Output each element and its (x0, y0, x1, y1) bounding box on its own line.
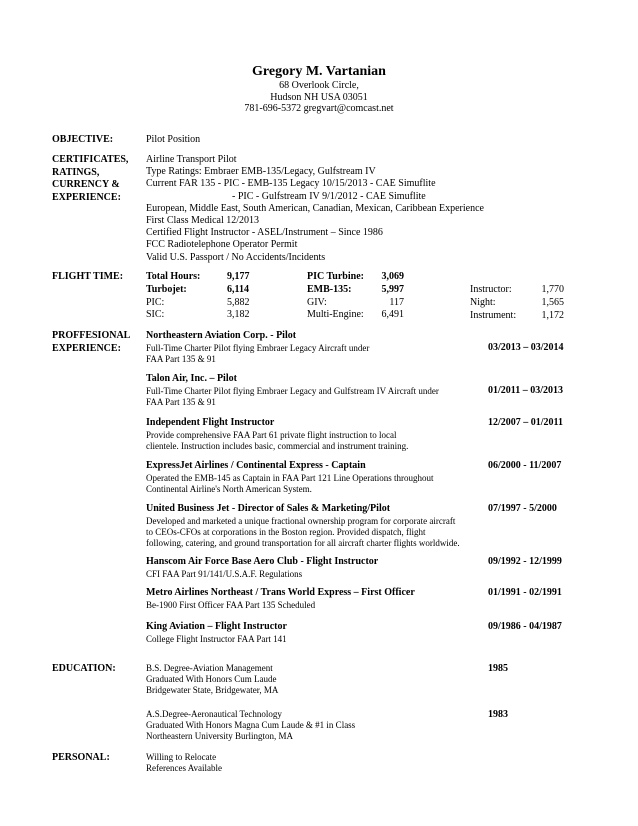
job-title: King Aviation – Flight Instructor (146, 621, 287, 632)
job-description-line: CFI FAA Part 91/141/U.S.A.F. Regulations (146, 569, 303, 579)
job-description-line: to CEOs-CFOs at corporations in the Boston region. Provided dispatch, flight (146, 527, 426, 537)
personal-item: Willing to Relocate (146, 752, 217, 762)
address-line-2: Hudson NH USA 03051 (270, 92, 368, 103)
personal-label: PERSONAL: (52, 752, 110, 763)
objective-text: Pilot Position (146, 134, 201, 145)
job-description-line: College Flight Instructor FAA Part 141 (146, 634, 287, 644)
job-description-line: Be-1900 First Officer FAA Part 135 Scheduled (146, 600, 316, 610)
personal-list (146, 752, 222, 774)
flight-time-label-cell: Turbojet: (146, 284, 187, 295)
job-title: Talon Air, Inc. – Pilot (146, 373, 237, 384)
job-description-line: Provide comprehensive FAA Part 61 private flight instruction to local (146, 430, 397, 440)
education-line: Northeastern University Burlington, MA (146, 731, 293, 741)
flight-time-value-cell: 3,182 (227, 309, 250, 320)
job-dates: 12/2007 – 01/2011 (488, 417, 564, 428)
education-line: B.S. Degree-Aviation Management (146, 663, 273, 673)
flight-time-label-cell: Multi-Engine: (307, 309, 364, 320)
certificate-item: Certified Flight Instructor - ASEL/Instrument – Since 1986 (146, 227, 383, 239)
experience-label-line: EXPERIENCE: (52, 342, 121, 354)
certificate-item: Airline Transport Pilot (146, 154, 237, 165)
certificate-item: FCC Radiotelephone Operator Permit (146, 239, 298, 251)
flight-time-value-cell: 5,882 (227, 297, 250, 308)
certificate-item: First Class Medical 12/2013 (146, 215, 260, 227)
job-dates: 01/2011 – 03/2013 (488, 385, 564, 396)
job-dates: 03/2013 – 03/2014 (488, 342, 564, 353)
flight-time-value-cell: 3,069 (381, 271, 404, 282)
flight-time-label-cell: SIC: (146, 309, 165, 320)
job-dates: 01/1991 - 02/1991 (488, 587, 562, 598)
certificates-label-line: CERTIFICATES, (52, 154, 129, 165)
flight-time-label-cell: EMB-135: (307, 284, 352, 295)
flight-time-label-cell: GIV: (307, 297, 327, 308)
certificate-item: Type Ratings: Embraer EMB-135/Legacy, Gulfstream IV (146, 166, 376, 178)
certificates-label-line: RATINGS, (52, 166, 100, 178)
job-description-line: clientele. Instruction includes basic, commercial and instrument training. (146, 441, 409, 451)
flight-time-label-cell: Total Hours: (146, 271, 201, 282)
objective-label: OBJECTIVE: (52, 134, 114, 145)
job-title: United Business Jet - Director of Sales & Marketing/Pilot (146, 503, 391, 514)
experience-label (52, 330, 130, 355)
job-dates: 09/1992 - 12/1999 (488, 556, 562, 567)
education-year: 1983 (488, 709, 508, 720)
job-description-line: FAA Part 135 & 91 (146, 354, 216, 364)
flight-time-value-cell: 6,491 (381, 309, 404, 320)
education-year: 1985 (488, 663, 508, 674)
certificates-list (146, 154, 484, 264)
flight-time-value-cell: 9,177 (227, 271, 250, 282)
education-line: A.S.Degree-Aeronautical Technology (146, 709, 282, 719)
job-description-line: FAA Part 135 & 91 (146, 397, 216, 407)
job-title: ExpressJet Airlines / Continental Express - Captain (146, 460, 366, 471)
certificates-label-line: EXPERIENCE: (52, 191, 121, 203)
flight-time-label-cell: Night: (470, 297, 496, 308)
job-dates: 06/2000 - 11/2007 (488, 460, 562, 471)
personal-item: References Available (146, 763, 223, 773)
contact-line: 781-696-5372 gregvart@comcast.net (244, 103, 394, 114)
job-description-line: Continental Airline's North American System. (146, 484, 312, 494)
certificates-label (52, 154, 128, 204)
job-description-line: Full-Time Charter Pilot flying Embraer Legacy and Gulfstream IV Aircraft under (146, 386, 439, 396)
job-description-line: following, catering, and ground transportation for all aircraft charter flights worldwide. (146, 538, 460, 548)
flight-time-label-cell: PIC Turbine: (307, 271, 364, 282)
resume-name: Gregory M. Vartanian (252, 64, 386, 79)
flight-time-value-cell: 1,770 (541, 284, 564, 295)
flight-time-value-cell: 1,172 (541, 310, 564, 321)
flight-time-label-cell: PIC: (146, 297, 165, 308)
experience-label-line: PROFFESIONAL (52, 330, 131, 341)
certificate-item: European, Middle East, South American, Canadian, Mexican, Caribbean Experience (146, 202, 484, 214)
flight-time-label-cell: Instructor: (470, 284, 512, 295)
certificate-item: Current FAR 135 - PIC - EMB-135 Legacy 10/15/2013 - CAE Simuflite (146, 178, 436, 190)
flight-time-value-cell: 117 (389, 297, 404, 308)
education-line: Graduated With Honors Cum Laude (146, 674, 277, 684)
job-description-line: Operated the EMB-145 as Captain in FAA Part 121 Line Operations throughout (146, 473, 434, 483)
job-title: Independent Flight Instructor (146, 417, 275, 428)
flight-time-value-cell: 5,997 (381, 284, 404, 295)
certificate-item: - PIC - Gulfstream IV 9/1/2012 - CAE Simuflite (232, 190, 426, 202)
flight-time-value-cell: 1,565 (541, 297, 564, 308)
education-label: EDUCATION: (52, 663, 116, 674)
certificates-label-line: CURRENCY & (52, 179, 120, 190)
job-title: Northeastern Aviation Corp. - Pilot (146, 330, 297, 341)
flight-time-label: FLIGHT TIME: (52, 271, 124, 282)
job-description-line: Developed and marketed a unique fractional ownership program for corporate aircraft (146, 516, 456, 526)
job-dates: 07/1997 - 5/2000 (488, 503, 557, 514)
education-line: Graduated With Honors Magna Cum Laude & #1 in Class (146, 720, 356, 730)
job-dates: 09/1986 - 04/1987 (488, 621, 562, 632)
education-line: Bridgewater State, Bridgewater, MA (146, 685, 279, 695)
job-description-line: Full-Time Charter Pilot flying Embraer Legacy Aircraft under (146, 343, 370, 353)
flight-time-value-cell: 6,114 (227, 284, 249, 295)
address-line-1: 68 Overlook Circle, (279, 80, 359, 91)
certificate-item: Valid U.S. Passport / No Accidents/Incidents (146, 251, 326, 263)
job-title: Hanscom Air Force Base Aero Club - Flight Instructor (146, 556, 379, 567)
flight-time-label-cell: Instrument: (470, 310, 517, 321)
job-title: Metro Airlines Northeast / Trans World Express – First Officer (146, 587, 415, 598)
